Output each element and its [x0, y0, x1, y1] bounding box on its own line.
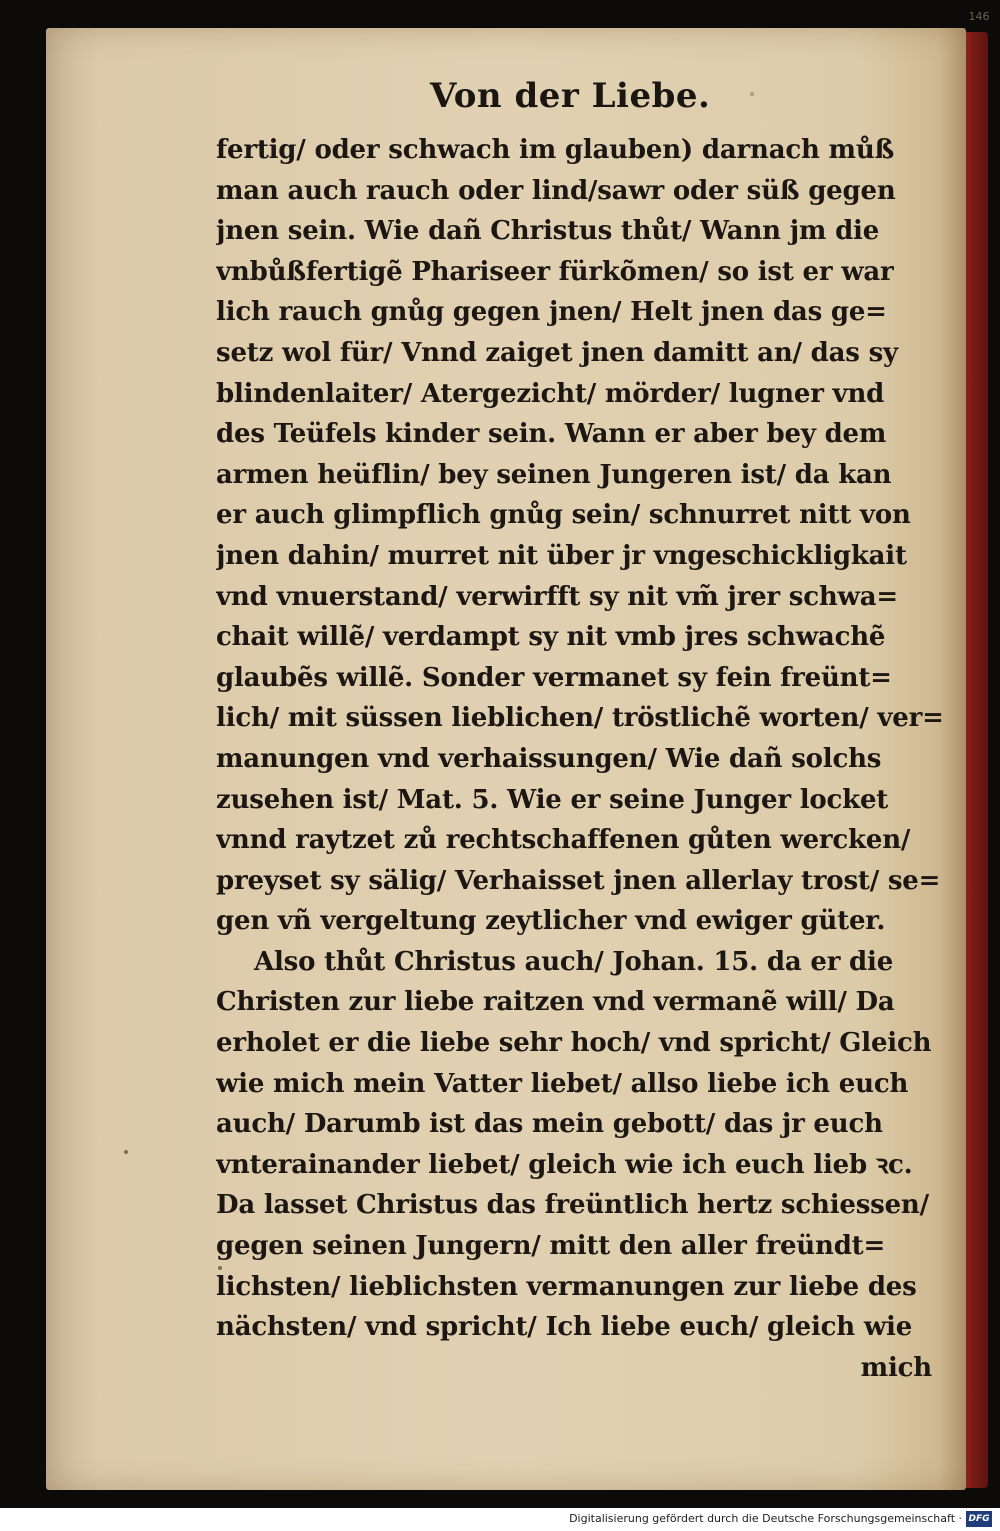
- text-line: chait willẽ/ verdampt sy nit vmb jres schwachẽ: [216, 622, 886, 653]
- text-line: er auch glimpflich gnůg sein/ schnurret nitt von: [216, 500, 911, 531]
- text-line: nächsten/ vnd spricht/ Ich liebe euch/ gleich wie: [216, 1312, 913, 1343]
- text-line: blindenlaiter/ Atergezicht/ mörder/ lugner vnd: [216, 378, 885, 409]
- ink-speck: [218, 1266, 222, 1270]
- text-line: zusehen ist/ Mat. 5. Wie er seine Junger locket: [216, 784, 889, 815]
- text-line: gen vñ vergeltung zeytlicher vnd ewiger güter.: [216, 906, 886, 937]
- text-line: vnterainander liebet/ gleich wie ich euch lieb ꝛc.: [216, 1149, 913, 1180]
- text-line: manungen vnd verhaissungen/ Wie dañ solchs: [216, 743, 882, 774]
- dfg-logo: DFG: [966, 1511, 992, 1527]
- text-line: wie mich mein Vatter liebet/ allso liebe ich euch: [216, 1068, 909, 1099]
- text-line: vnd vnuerstand/ verwirfft sy nit vm̃ jrer schwa=: [216, 581, 898, 612]
- text-line: vnnd raytzet zů rechtschaffenen gůten wercken/: [216, 825, 911, 856]
- text-line: Da lasset Christus das freüntlich hertz schiessen/: [216, 1190, 929, 1221]
- footer-bar: [0, 1508, 1000, 1531]
- running-head: Von der Liebe.: [430, 76, 711, 116]
- catchword: mich: [860, 1352, 932, 1383]
- text-line: armen heüflin/ bey seinen Jungeren ist/ da kan: [216, 459, 892, 490]
- footer-credit: Digitalisierung gefördert durch die Deutsche Forschungsgemeinschaft ·: [569, 1512, 962, 1525]
- ink-speck: [124, 1150, 128, 1154]
- text-line: fertig/ oder schwach im glauben) darnach můß: [216, 135, 895, 165]
- text-line: des Teüfels kinder sein. Wann er aber bey dem: [216, 419, 887, 450]
- text-line: lich rauch gnůg gegen jnen/ Helt jnen das ge=: [216, 297, 887, 328]
- text-line: vnbůßfertigẽ Phariseer fürkõmen/ so ist er war: [216, 256, 894, 287]
- text-line: auch/ Darumb ist das mein gebott/ das jr euch: [216, 1109, 883, 1140]
- text-block: [216, 130, 946, 1388]
- text-line: man auch rauch oder lind/sawr oder süß gegen: [216, 175, 896, 206]
- text-line: preyset sy sälig/ Verhaisset jnen allerlay trost/ se=: [216, 865, 941, 896]
- text-line: Christen zur liebe raitzen vnd vermanẽ will/ Da: [216, 987, 895, 1018]
- text-line: erholet er die liebe sehr hoch/ vnd spricht/ Gleich: [216, 1028, 932, 1059]
- text-line: setz wol für/ Vnnd zaiget jnen damitt an/ das sy: [216, 337, 898, 368]
- text-line: lich/ mit süssen lieblichen/ tröstlichẽ worten/ ver=: [216, 703, 944, 734]
- text-line: gegen seinen Jungern/ mitt den aller freündt=: [216, 1231, 886, 1262]
- text-line: glaubẽs willẽ. Sonder vermanet sy fein freünt=: [216, 662, 892, 693]
- text-line: lichsten/ lieblichsten vermanungen zur liebe des: [216, 1271, 917, 1302]
- text-line: jnen dahin/ murret nit über jr vngeschickligkait: [216, 540, 907, 571]
- folio-number: 146: [968, 10, 990, 23]
- text-line: Also thůt Christus auch/ Johan. 15. da er die: [254, 946, 894, 977]
- ink-speck: [750, 92, 754, 96]
- text-line: jnen sein. Wie dañ Christus thůt/ Wann jm die: [216, 216, 880, 247]
